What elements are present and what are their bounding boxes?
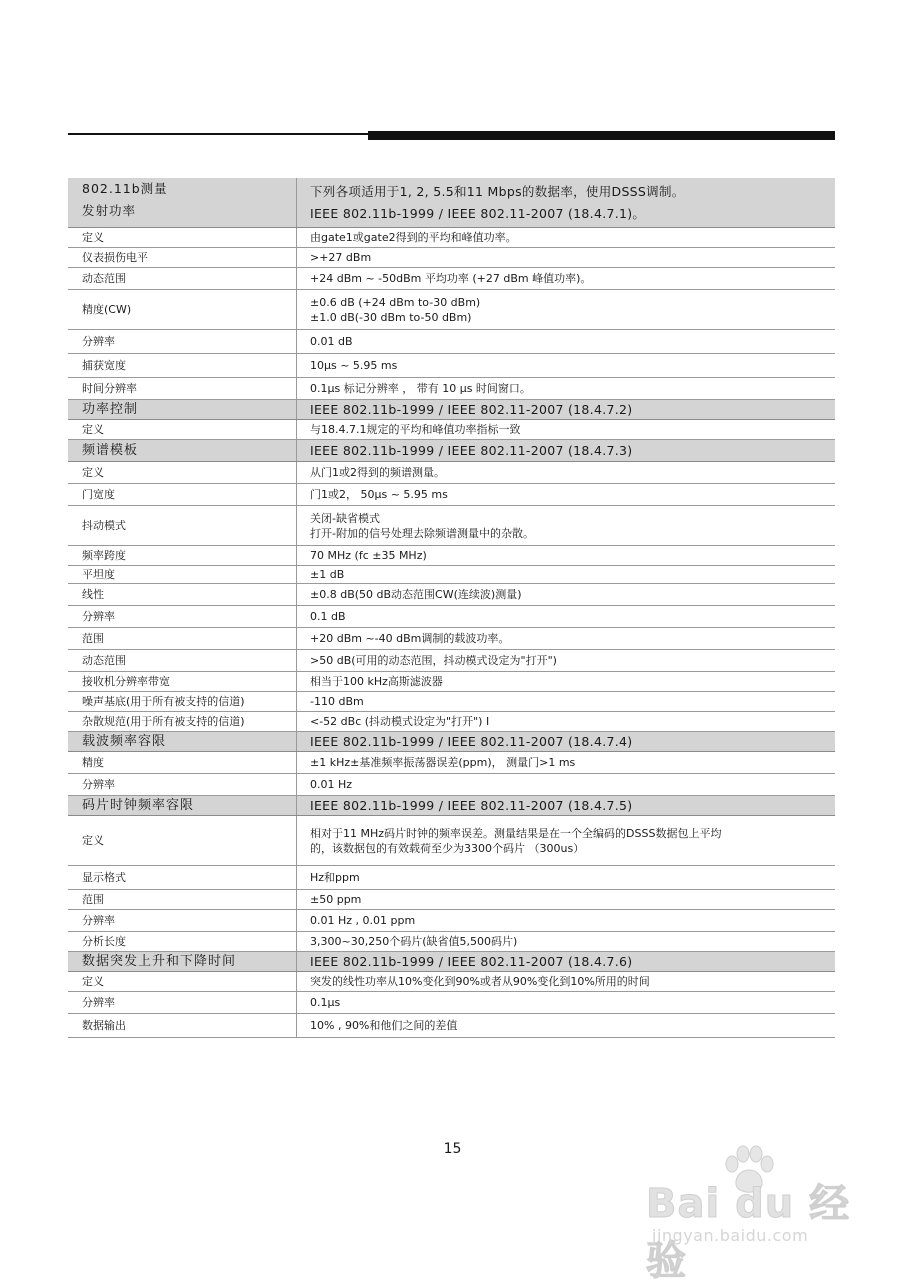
- spec-value: 10% , 90%和他们之间的差值: [310, 1019, 458, 1032]
- spec-label: 频谱模板: [82, 442, 139, 458]
- spec-label: 范围: [82, 631, 104, 645]
- spec-label-cell: [68, 992, 297, 1013]
- spec-label: 802.11b测量: [82, 181, 168, 196]
- spec-value: +24 dBm ~ -50dBm 平均功率 (+27 dBm 峰值功率)。: [310, 272, 592, 285]
- spec-label-cell: [68, 584, 297, 605]
- spec-label: 捕获宽度: [82, 358, 126, 372]
- spec-label-cell: [68, 1014, 297, 1037]
- spec-label: 抖动模式: [82, 518, 126, 532]
- spec-label: 线性: [82, 587, 104, 601]
- spec-label: 显示格式: [82, 870, 126, 884]
- spec-row: [68, 890, 835, 910]
- section-header-row: [68, 178, 835, 228]
- spec-label-cell: [68, 484, 297, 505]
- spec-label: 杂散规范(用于所有被支持的信道): [82, 714, 245, 728]
- spec-value-cell: [297, 932, 835, 951]
- spec-value-cell: [297, 952, 835, 971]
- section-header-row: [68, 440, 835, 462]
- spec-row: [68, 628, 835, 650]
- spec-label: 功率控制: [82, 401, 139, 417]
- spec-row: [68, 606, 835, 628]
- spec-value-cell: [297, 330, 835, 353]
- spec-value: IEEE 802.11b-1999 / IEEE 802.11-2007 (18.4.7.6): [310, 954, 633, 969]
- spec-value-cell: [297, 248, 835, 267]
- spec-row: [68, 972, 835, 992]
- spec-value: 下列各项适用于1, 2, 5.5和11 Mbps的数据率，使用DSSS调制。: [310, 183, 685, 199]
- spec-value: 从门1或2得到的频谱测量。: [310, 466, 445, 479]
- spec-label: 动态范围: [82, 271, 126, 285]
- spec-label-cell: [68, 752, 297, 773]
- spec-label: 频率跨度: [82, 548, 126, 562]
- spec-row: [68, 816, 835, 866]
- spec-value: 0.1μs 标记分辨率 ， 带有 10 μs 时间窗口。: [310, 382, 531, 395]
- spec-value-cell: [297, 584, 835, 605]
- spec-value-cell: [297, 506, 835, 545]
- spec-value: 0.01 Hz , 0.01 ppm: [310, 914, 416, 927]
- spec-label: 数据突发上升和下降时间: [82, 953, 237, 969]
- spec-value: -110 dBm: [310, 695, 364, 708]
- spec-row: [68, 774, 835, 796]
- spec-row: [68, 462, 835, 484]
- spec-label-cell: [68, 228, 297, 247]
- spec-label-cell: [68, 330, 297, 353]
- spec-value: 10μs ~ 5.95 ms: [310, 359, 398, 372]
- spec-value-cell: [297, 972, 835, 991]
- spec-label: 分辨率: [82, 777, 115, 791]
- spec-value: 与18.4.7.1规定的平均和峰值功率指标一致: [310, 423, 521, 436]
- spec-value-cell: [297, 290, 835, 329]
- spec-value: ±1 dB: [310, 568, 345, 581]
- spec-label-cell: [68, 378, 297, 399]
- spec-value: 的，该数据包的有效载荷至少为3300个码片 （300us）: [310, 841, 585, 855]
- spec-value: >50 dB(可用的动态范围，抖动模式设定为"打开"): [310, 654, 557, 667]
- spec-row: [68, 330, 835, 354]
- spec-value-cell: [297, 268, 835, 289]
- spec-value: 相当于100 kHz高斯滤波器: [310, 675, 443, 688]
- section-header-row: [68, 732, 835, 752]
- spec-value: 0.01 dB: [310, 335, 353, 348]
- spec-label: 平坦度: [82, 567, 115, 581]
- spec-label-cell: [68, 952, 297, 971]
- section-header-row: [68, 400, 835, 420]
- spec-row: [68, 248, 835, 268]
- spec-value-cell: [297, 752, 835, 773]
- spec-value-cell: [297, 712, 835, 731]
- spec-value: 0.1μs: [310, 996, 341, 1009]
- spec-label-cell: [68, 628, 297, 649]
- spec-label-cell: [68, 248, 297, 267]
- spec-value-cell: [297, 866, 835, 889]
- spec-value: 相对于11 MHz码片时钟的频率误差。测量结果是在一个全编码的DSSS数据包上平均: [310, 826, 722, 840]
- spec-row: [68, 566, 835, 584]
- spec-value-cell: [297, 546, 835, 565]
- spec-row: [68, 354, 835, 378]
- spec-row: [68, 420, 835, 440]
- spec-label: 定义: [82, 833, 104, 847]
- spec-label-cell: [68, 462, 297, 483]
- watermark-url: jingyan.baidu.com: [652, 1226, 809, 1245]
- spec-label-cell: [68, 290, 297, 329]
- spec-label-cell: [68, 268, 297, 289]
- spec-label-cell: [68, 546, 297, 565]
- spec-value-cell: [297, 400, 835, 419]
- spec-label-cell: [68, 178, 297, 227]
- spec-value: 0.1 dB: [310, 610, 346, 623]
- spec-label: 动态范围: [82, 653, 126, 667]
- spec-label: 仪表损伤电平: [82, 250, 148, 264]
- spec-value: IEEE 802.11b-1999 / IEEE 802.11-2007 (18.4.7.3): [310, 443, 633, 458]
- spec-value-cell: [297, 732, 835, 751]
- spec-row: [68, 228, 835, 248]
- spec-row: [68, 910, 835, 932]
- spec-value: 门1或2， 50μs ~ 5.95 ms: [310, 488, 448, 501]
- spec-label-cell: [68, 972, 297, 991]
- spec-label-cell: [68, 910, 297, 931]
- spec-value: ±0.6 dB (+24 dBm to-30 dBm): [310, 295, 481, 309]
- spec-label-cell: [68, 732, 297, 751]
- spec-label-cell: [68, 866, 297, 889]
- spec-label: 定义: [82, 974, 104, 988]
- spec-value: IEEE 802.11b-1999 / IEEE 802.11-2007 (18.4.7.1)。: [310, 205, 646, 221]
- spec-value-cell: [297, 692, 835, 711]
- spec-label: 载波频率容限: [82, 733, 167, 749]
- spec-row: [68, 290, 835, 330]
- spec-label-cell: [68, 932, 297, 951]
- spec-row: [68, 1014, 835, 1038]
- spec-label-cell: [68, 506, 297, 545]
- spec-label-cell: [68, 650, 297, 671]
- spec-label-cell: [68, 774, 297, 795]
- spec-label: 范围: [82, 892, 104, 906]
- spec-value-cell: [297, 440, 835, 461]
- spec-value-cell: [297, 354, 835, 377]
- spec-value-cell: [297, 796, 835, 815]
- spec-value-cell: [297, 420, 835, 439]
- spec-value: IEEE 802.11b-1999 / IEEE 802.11-2007 (18.4.7.2): [310, 402, 633, 417]
- spec-row: [68, 692, 835, 712]
- spec-row: [68, 752, 835, 774]
- spec-label: 定义: [82, 230, 104, 244]
- page-number: 15: [443, 1141, 462, 1157]
- spec-label: 分辨率: [82, 995, 115, 1009]
- spec-label: 定义: [82, 422, 104, 436]
- spec-value: +20 dBm ~-40 dBm调制的载波功率。: [310, 632, 510, 645]
- spec-row: [68, 378, 835, 400]
- spec-value-cell: [297, 910, 835, 931]
- spec-row: [68, 546, 835, 566]
- spec-value-cell: [297, 816, 835, 865]
- spec-row: [68, 506, 835, 546]
- spec-label-cell: [68, 566, 297, 583]
- spec-label: 数据输出: [82, 1018, 126, 1032]
- spec-label: 门宽度: [82, 487, 115, 501]
- spec-value: Hz和ppm: [310, 871, 360, 884]
- spec-value-cell: [297, 378, 835, 399]
- spec-value-cell: [297, 890, 835, 909]
- spec-label: 分辨率: [82, 334, 115, 348]
- spec-value: 打开-附加的信号处理去除频谱测量中的杂散。: [310, 526, 534, 540]
- spec-row: [68, 712, 835, 732]
- spec-value-cell: [297, 606, 835, 627]
- spec-label-cell: [68, 712, 297, 731]
- spec-row: [68, 866, 835, 890]
- spec-label: 发射功率: [82, 203, 137, 218]
- spec-value-cell: [297, 178, 835, 227]
- spec-value: <-52 dBc (抖动模式设定为"打开") I: [310, 715, 490, 728]
- spec-value: 3,300~30,250个码片(缺省值5,500码片): [310, 935, 518, 948]
- spec-label: 噪声基底(用于所有被支持的信道): [82, 694, 245, 708]
- spec-label-cell: [68, 692, 297, 711]
- header-rule-thick: [368, 131, 835, 140]
- spec-value: ±0.8 dB(50 dB动态范围CW(连续波)测量): [310, 588, 522, 601]
- spec-value: ±50 ppm: [310, 893, 362, 906]
- spec-row: [68, 992, 835, 1014]
- spec-value-cell: [297, 672, 835, 691]
- spec-label-cell: [68, 672, 297, 691]
- spec-value: 由gate1或gate2得到的平均和峰值功率。: [310, 231, 517, 244]
- spec-label-cell: [68, 816, 297, 865]
- spec-value-cell: [297, 484, 835, 505]
- spec-value-cell: [297, 566, 835, 583]
- spec-label-cell: [68, 420, 297, 439]
- spec-value-cell: [297, 462, 835, 483]
- spec-value: IEEE 802.11b-1999 / IEEE 802.11-2007 (18.4.7.5): [310, 798, 633, 813]
- spec-label-cell: [68, 440, 297, 461]
- spec-label: 分辨率: [82, 609, 115, 623]
- spec-value: ±1 kHz±基准频率振荡器误差(ppm)， 测量门>1 ms: [310, 756, 576, 769]
- spec-label: 分辨率: [82, 913, 115, 927]
- spec-value-cell: [297, 774, 835, 795]
- spec-label-cell: [68, 400, 297, 419]
- watermark-logo: Bai du 经验: [646, 1181, 851, 1284]
- spec-value: 0.01 Hz: [310, 778, 353, 791]
- spec-label-cell: [68, 354, 297, 377]
- spec-value-cell: [297, 650, 835, 671]
- spec-label-cell: [68, 796, 297, 815]
- baidu-jingyan-watermark: [646, 1142, 856, 1284]
- spec-label: 分析长度: [82, 934, 126, 948]
- spec-row: [68, 932, 835, 952]
- header-rule-thin: [68, 133, 368, 135]
- spec-row: [68, 484, 835, 506]
- section-header-row: [68, 952, 835, 972]
- spec-value-cell: [297, 1014, 835, 1037]
- spec-value-cell: [297, 228, 835, 247]
- section-header-row: [68, 796, 835, 816]
- spec-value: IEEE 802.11b-1999 / IEEE 802.11-2007 (18.4.7.4): [310, 734, 633, 749]
- spec-value: 突发的线性功率从10%变化到90%或者从90%变化到10%所用的时间: [310, 975, 650, 988]
- spec-label: 时间分辨率: [82, 381, 137, 395]
- spec-row: [68, 650, 835, 672]
- spec-value: >+27 dBm: [310, 251, 372, 264]
- spec-label-cell: [68, 606, 297, 627]
- spec-label: 精度: [82, 755, 104, 769]
- spec-label: 定义: [82, 465, 104, 479]
- spec-table: [68, 178, 835, 1038]
- spec-value: ±1.0 dB(-30 dBm to-50 dBm): [310, 310, 472, 324]
- spec-label-cell: [68, 890, 297, 909]
- spec-label: 码片时钟频率容限: [82, 797, 195, 813]
- spec-label: 接收机分辨率带宽: [82, 674, 170, 688]
- spec-value: 关闭-缺省模式: [310, 511, 380, 525]
- spec-label: 精度(CW): [82, 302, 132, 316]
- spec-row: [68, 584, 835, 606]
- spec-value: 70 MHz (fc ±35 MHz): [310, 549, 427, 562]
- spec-value-cell: [297, 992, 835, 1013]
- spec-row: [68, 672, 835, 692]
- spec-row: [68, 268, 835, 290]
- spec-value-cell: [297, 628, 835, 649]
